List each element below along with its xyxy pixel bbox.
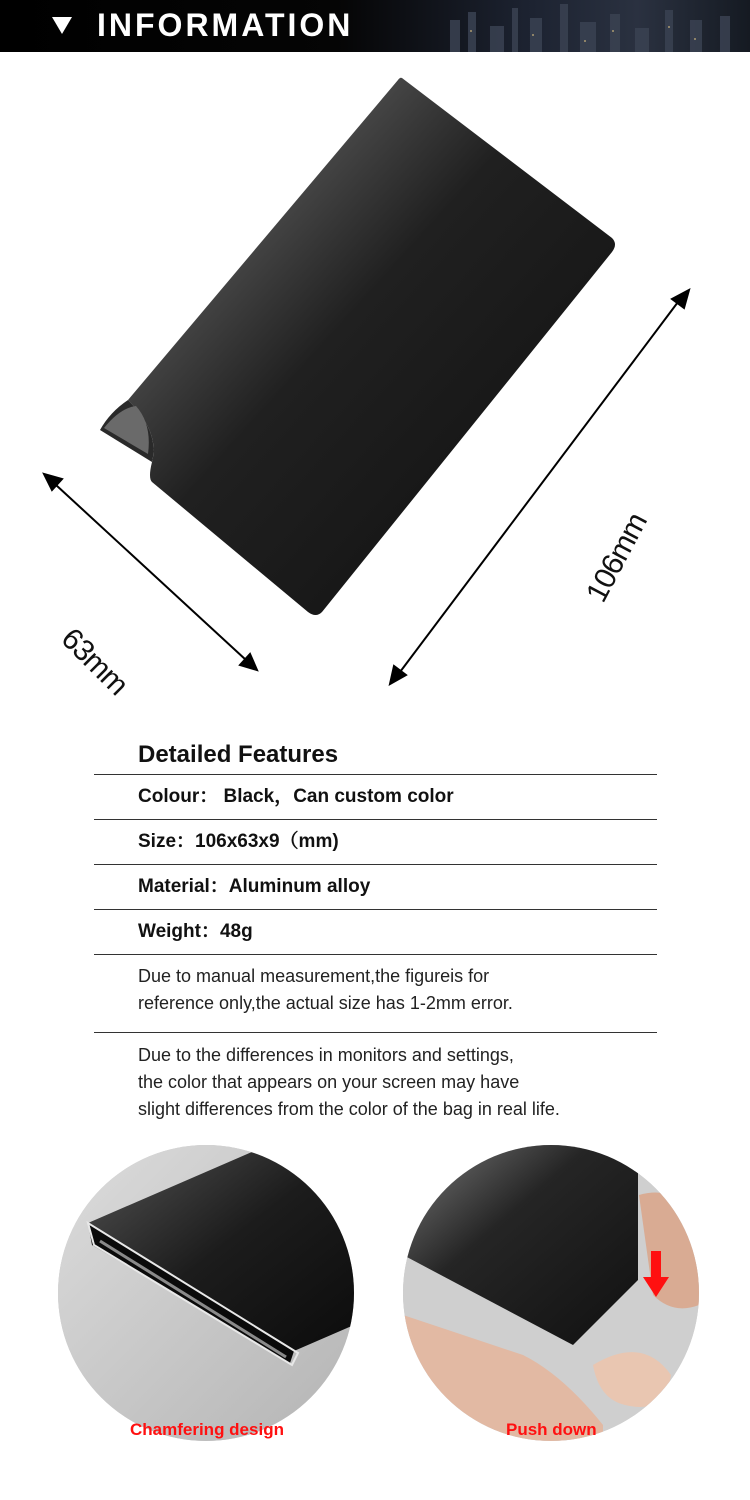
section-header [0,0,750,52]
push-down-detail-image [403,1145,699,1441]
product-image [0,52,750,712]
measurement-note-line: Due to manual measurement,the figureis for [138,966,490,986]
chamfering-caption: Chamfering design [130,1420,284,1439]
feature-colour: Colour： Black，Can custom color [94,775,657,820]
triangle-down-icon [52,17,72,34]
width-dimension-label: 63mm [54,622,135,702]
features-table [94,736,657,1123]
measurement-note [94,955,657,1033]
color-disclaimer-line: slight differences from the color of the bag in real life. [138,1099,560,1119]
feature-material: Material：Aluminum alloy [94,865,657,910]
color-disclaimer-line: Due to the differences in monitors and settings, [138,1045,514,1065]
product-dimension-illustration [0,52,750,712]
city-skyline-image [420,0,750,52]
section-title: INFORMATION [97,7,354,43]
features-title: Detailed Features [94,736,657,775]
length-dimension-label: 106mm [580,508,654,608]
measurement-note-line: reference only,the actual size has 1-2mm error. [138,993,513,1013]
feature-weight: Weight：48g [94,910,657,955]
color-disclaimer-line: the color that appears on your screen may have [138,1072,520,1092]
feature-size: Size：106x63x9（mm) [94,820,657,865]
color-disclaimer [94,1033,657,1123]
push-down-caption: Push down [506,1420,597,1439]
chamfering-detail-image [58,1145,354,1441]
